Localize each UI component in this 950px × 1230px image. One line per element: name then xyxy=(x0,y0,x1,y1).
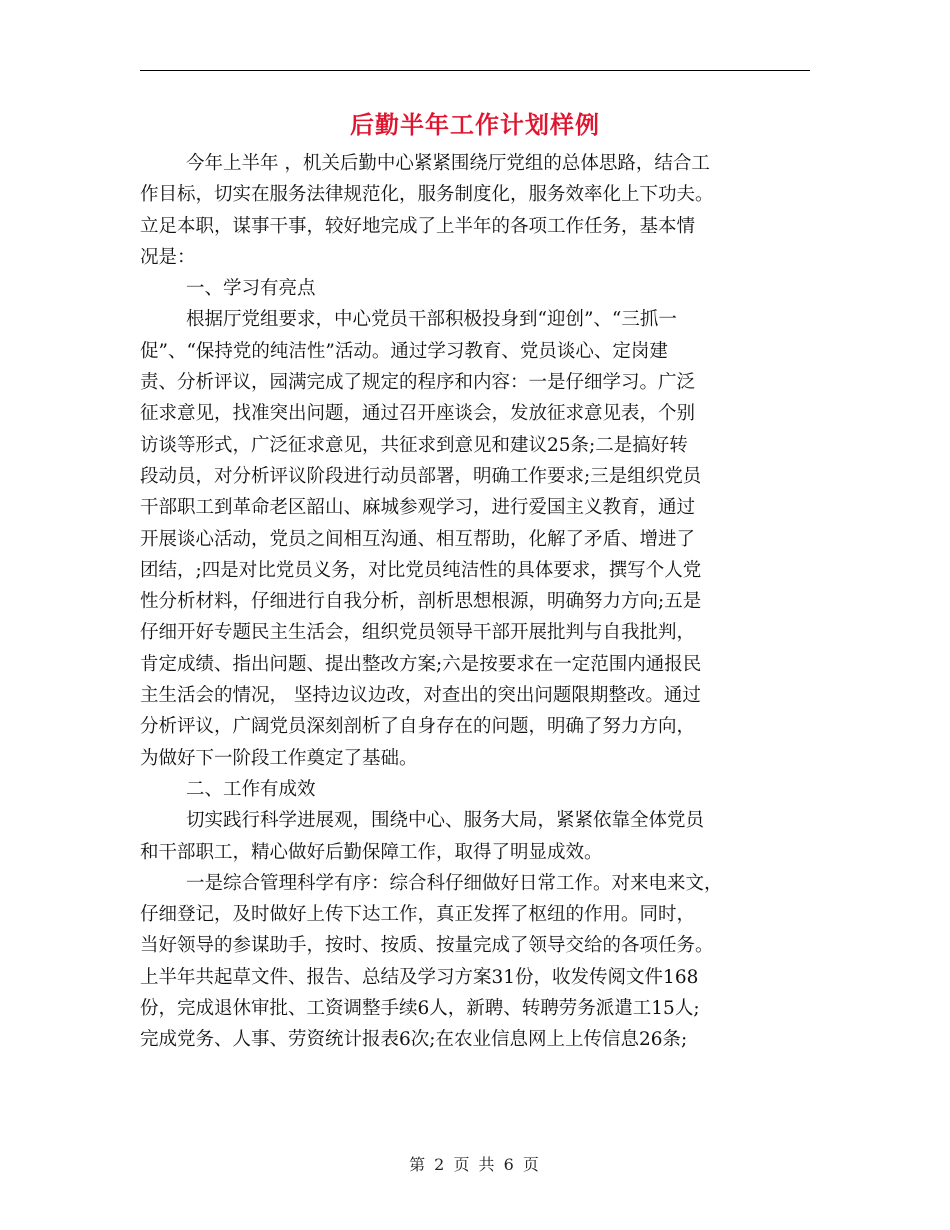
body-line: 分析评议，广阔党员深刻剖析了自身存在的问题，明确了努力方向， xyxy=(140,716,696,738)
body-line: 根据厅党组要求，中心党员干部积极投身到“迎创”、“三抓一 xyxy=(186,309,677,331)
body-line: 上半年共起草文件、报告、总结及学习方案31份，收发传阅文件168 xyxy=(140,966,699,988)
body-line: 征求意见，找准突出问题，通过召开座谈会，发放征求意见表，个别 xyxy=(140,403,696,425)
body-line: 立足本职，谋事干事，较好地完成了上半年的各项工作任务，基本情 xyxy=(140,215,696,237)
body-line: 和干部职工，精心做好后勤保障工作，取得了明显成效。 xyxy=(140,841,603,863)
document-body xyxy=(140,148,810,1056)
body-line: 访谈等形式，广泛征求意见，共征求到意见和建议25条;二是搞好转 xyxy=(140,434,688,456)
body-line: 一是综合管理科学有序：综合科仔细做好日常工作。对来电来文， xyxy=(186,872,723,894)
body-line: 肯定成绩、指出问题、提出整改方案;六是按要求在一定范围内通报民 xyxy=(140,653,702,675)
body-line: 当好领导的参谋助手，按时、按质、按量完成了领导交给的各项任务。 xyxy=(140,935,714,957)
section-heading: 一、学习有亮点 xyxy=(186,278,316,300)
body-line: 仔细开好专题民主生活会，组织党员领导干部开展批判与自我批判， xyxy=(140,622,696,644)
body-line: 完成党务、人事、劳资统计报表6次;在农业信息网上上传信息26条; xyxy=(140,1029,688,1051)
body-line: 今年上半年 ，机关后勤中心紧紧围绕厅党组的总体思路，结合工 xyxy=(186,153,710,174)
body-line: 主生活会的情况， 坚持边议边改，对查出的突出问题限期整改。通过 xyxy=(140,685,701,707)
body-line: 责、分析评议，园满完成了规定的程序和内容：一是仔细学习。广泛 xyxy=(140,372,696,394)
body-line: 干部职工到革命老区韶山、麻城参观学习，进行爱国主义教育，通过 xyxy=(140,497,696,519)
body-line: 况是： xyxy=(140,246,196,268)
section-heading: 二、工作有成效 xyxy=(186,778,316,800)
body-line: 段动员，对分析评议阶段进行动员部署，明确工作要求;三是组织党员 xyxy=(140,465,702,487)
body-line: 促”、“保持党的纯洁性”活动。通过学习教育、党员谈心、定岗建 xyxy=(140,340,668,362)
body-line: 切实践行科学进展观，围绕中心、服务大局，紧紧依靠全体党员 xyxy=(186,810,705,832)
body-line: 为做好下一阶段工作奠定了基础。 xyxy=(140,747,418,769)
document-title: 后勤半年工作计划样例 xyxy=(350,110,600,139)
body-line: 份，完成退休审批、工资调整手续6人，新聘、转聘劳务派遣工15人; xyxy=(140,998,700,1020)
body-line: 仔细登记，及时做好上传下达工作，真正发挥了枢纽的作用。同时， xyxy=(140,904,696,926)
body-line: 性分析材料，仔细进行自我分析，剖析思想根源，明确努力方向;五是 xyxy=(140,591,702,613)
header-rule xyxy=(140,70,810,71)
body-line: 开展谈心活动，党员之间相互沟通、相互帮助，化解了矛盾、增进了 xyxy=(140,528,696,550)
body-line: 作目标，切实在服务法律规范化，服务制度化，服务效率化上下功夫。 xyxy=(140,184,714,206)
page-number: 第 2 页 共 6 页 xyxy=(409,1155,541,1174)
body-line: 团结，;四是对比党员义务，对比党员纯洁性的具体要求，撰写个人党 xyxy=(140,559,702,581)
